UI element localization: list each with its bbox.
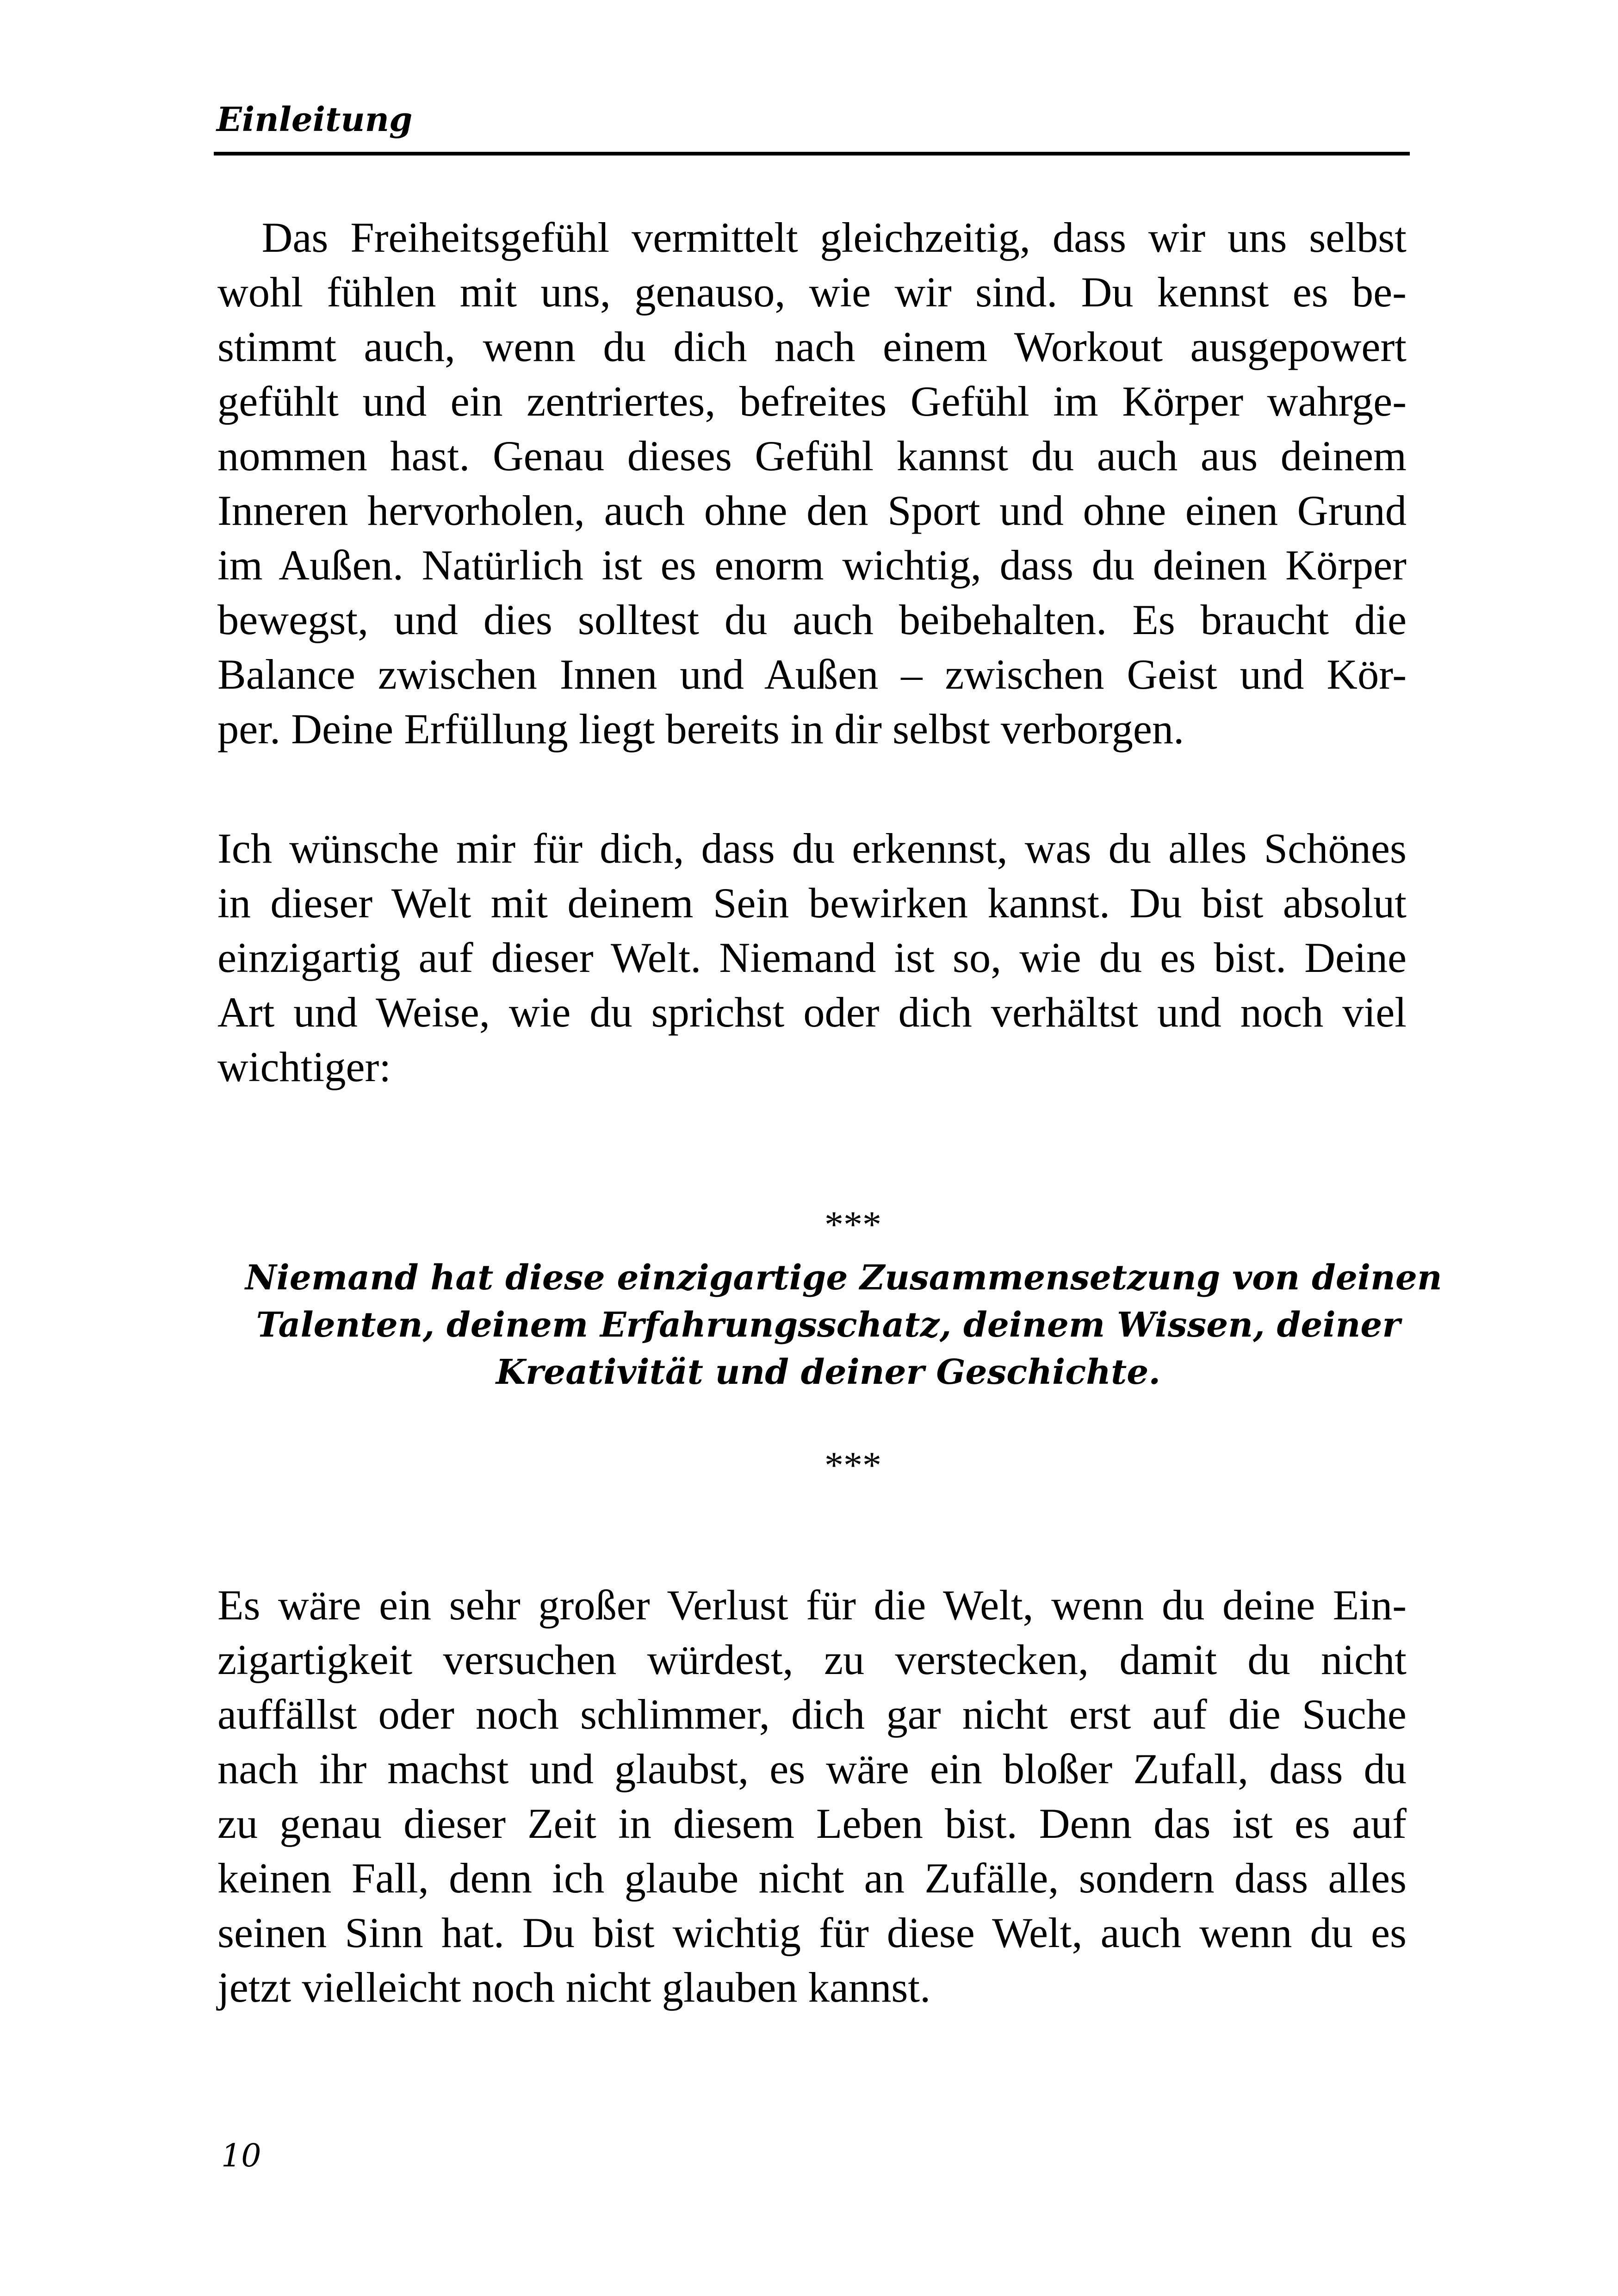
text-line: einzigartig auf dieser Welt. Niemand ist so, wie du es bist. Deine — [217, 934, 1407, 982]
text-line: Art und Weise, wie du sprichst oder dich verhältst und noch viel — [217, 989, 1407, 1036]
text-line: seinen Sinn hat. Du bist wichtig für diese Welt, auch wenn du es — [217, 1910, 1407, 1957]
highlighted-quote — [217, 1254, 1442, 1396]
text-line: Es wäre ein sehr großer Verlust für die Welt, wenn du deine Ein- — [217, 1582, 1407, 1629]
header-rule — [214, 152, 1410, 156]
quote-line: Niemand hat diese einzigartige Zusammensetzung von deinen — [245, 1258, 1442, 1298]
text-line: wohl fühlen mit uns, genauso, wie wir sind. Du kennst es be- — [217, 269, 1407, 316]
text-line: wichtiger: — [217, 1044, 391, 1091]
text-line: jetzt vielleicht noch nicht glauben kannst. — [217, 1964, 931, 2011]
text-line: gefühlt und ein zentriertes, befreites Gefühl im Körper wahrge- — [217, 378, 1407, 425]
text-line: nach ihr machst und glaubst, es wäre ein bloßer Zufall, dass du — [217, 1746, 1407, 1793]
text-line: Inneren hervorholen, auch ohne den Sport und ohne einen Grund — [217, 487, 1407, 535]
text-line: Ich wünsche mir für dich, dass du erkennst, was du alles Schönes — [217, 825, 1407, 872]
text-line: stimmt auch, wenn du dich nach einem Workout ausgepowert — [217, 324, 1407, 371]
text-line: bewegst, und dies solltest du auch beibehalten. Es braucht die — [217, 597, 1407, 644]
paragraph-2 — [217, 821, 1407, 1095]
text-line: in dieser Welt mit deinem Sein bewirken kannst. Du bist absolut — [217, 880, 1407, 927]
text-line: keinen Fall, denn ich glaube nicht an Zufälle, sondern dass alles — [217, 1855, 1407, 1902]
running-header-title: Einleitung — [217, 100, 413, 139]
text-line: per. Deine Erfüllung liegt bereits in dir selbst verborgen. — [217, 706, 1184, 753]
text-line: Das Freiheitsgefühl vermittelt gleichzeitig, dass wir uns selbst — [217, 214, 1407, 261]
quote-line: Talenten, deinem Erfahrungsschatz, deinem Wissen, deiner — [256, 1305, 1401, 1345]
text-line: im Außen. Natürlich ist es enorm wichtig, dass du deinen Körper — [217, 542, 1407, 589]
quote-line: Kreativität und deiner Geschichte. — [496, 1352, 1161, 1392]
text-line: nommen hast. Genau dieses Gefühl kannst du auch aus deinem — [217, 433, 1407, 480]
paragraph-1 — [217, 211, 1407, 757]
text-line: auffällst oder noch schlimmer, dich gar nicht erst auf die Suche — [217, 1691, 1407, 1738]
text-line: zu genau dieser Zeit in diesem Leben bist. Denn das ist es auf — [217, 1800, 1407, 1848]
page-number: 10 — [221, 2138, 261, 2174]
text-line: zigartigkeit versuchen würdest, zu verstecken, damit du nicht — [217, 1636, 1407, 1684]
section-separator-stars: *** — [824, 1444, 881, 1486]
paragraph-3 — [217, 1578, 1407, 2015]
text-line: Balance zwischen Innen und Außen – zwischen Geist und Kör- — [217, 651, 1407, 698]
section-separator-stars: *** — [824, 1203, 881, 1245]
